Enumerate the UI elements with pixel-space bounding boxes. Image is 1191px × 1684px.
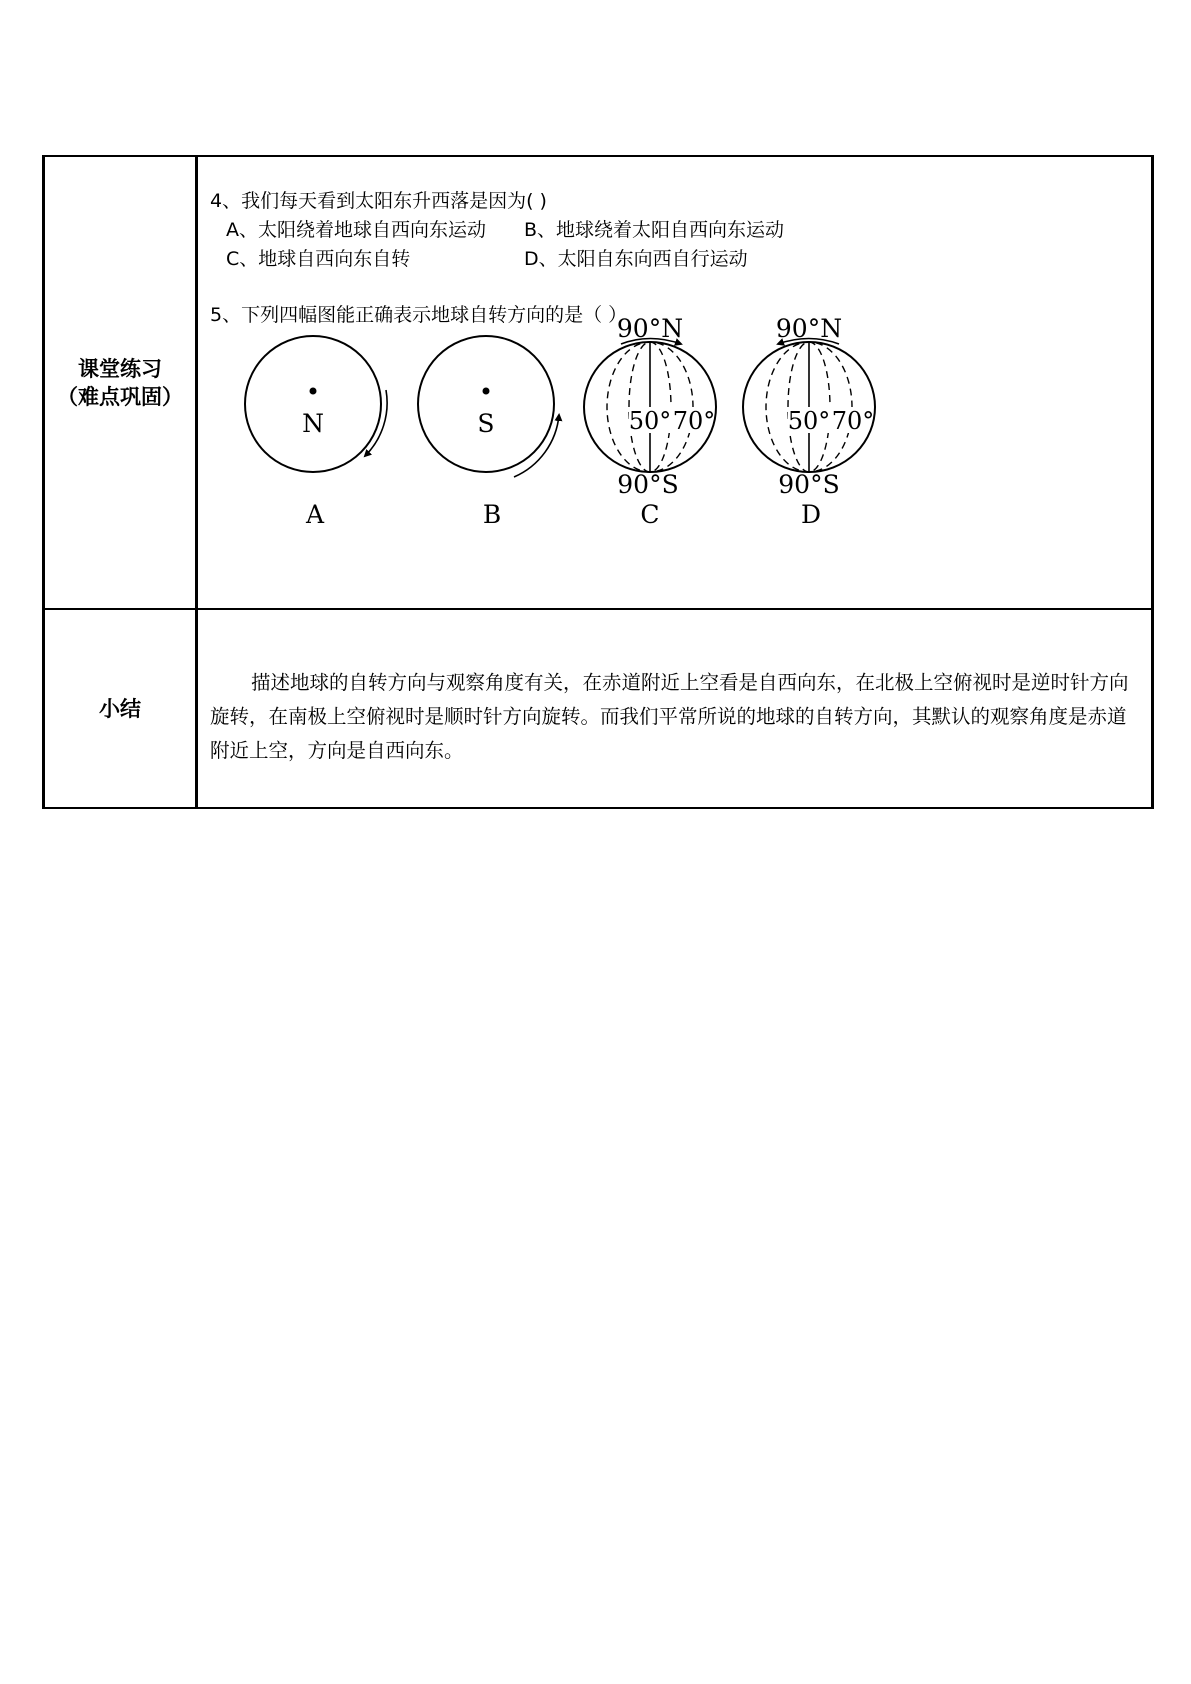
figure-a-pole-dot bbox=[310, 388, 317, 395]
lesson-table bbox=[42, 155, 1154, 809]
practice-label: 课堂练习 bbox=[78, 356, 162, 381]
figure-b-earth-outline bbox=[418, 336, 554, 472]
rotation-figures bbox=[198, 157, 1154, 608]
figure-d-top-label: 90°N bbox=[775, 314, 843, 343]
question-4-option-a: A、太阳绕着地球自西向东运动 bbox=[226, 219, 486, 241]
question-5-stem: 5、下列四幅图能正确表示地球自转方向的是（ ） bbox=[210, 304, 628, 326]
summary-text: 描述地球的自转方向与观察角度有关，在赤道附近上空看是自西向东，在北极上空俯视时是逆时针方向旋转，在南极上空俯视时是顺时针方向旋转。而我们平常所说的地球的自转方向，其默认的观察角度是赤道附近上空，方向是自西向东。 bbox=[210, 671, 1129, 762]
figure-d-lat-70: 70° bbox=[831, 407, 875, 435]
figure-c-lat-70: 70° bbox=[672, 407, 716, 435]
figure-d-lat-50: 50° bbox=[787, 407, 831, 435]
figure-a-caption: A bbox=[305, 500, 325, 529]
figure-d-caption: D bbox=[800, 500, 822, 529]
figure-a-rotation-arrow bbox=[365, 390, 387, 456]
figure-b bbox=[418, 336, 559, 529]
figure-c-top-label: 90°N bbox=[616, 314, 684, 343]
figure-c-bottom-label: 90°S bbox=[617, 470, 679, 499]
figure-c-lat-50: 50° bbox=[628, 407, 672, 435]
summary-label-cell bbox=[45, 610, 198, 807]
figure-d bbox=[743, 314, 875, 529]
summary-content bbox=[198, 610, 1151, 807]
practice-row bbox=[42, 155, 1154, 610]
figure-b-rotation-arrow bbox=[514, 415, 559, 477]
figure-a-pole-label: N bbox=[302, 409, 324, 438]
practice-label-cell bbox=[45, 157, 198, 608]
figure-d-bottom-label: 90°S bbox=[778, 470, 840, 499]
figure-c-caption: C bbox=[640, 500, 660, 529]
question-4-option-c: C、地球自西向东自转 bbox=[226, 248, 411, 270]
figure-a-earth-outline bbox=[245, 336, 381, 472]
question-4-option-b: B、地球绕着太阳自西向东运动 bbox=[524, 219, 785, 241]
summary-label: 小结 bbox=[99, 696, 141, 721]
figure-b-caption: B bbox=[482, 500, 502, 529]
practice-sublabel: （难点巩固） bbox=[57, 384, 183, 409]
question-4-stem: 4、我们每天看到太阳东升西落是因为( ) bbox=[210, 190, 547, 212]
question-4-option-d: D、太阳自东向西自行运动 bbox=[524, 248, 748, 270]
figure-b-pole-label: S bbox=[477, 409, 495, 438]
figure-b-pole-dot bbox=[483, 388, 490, 395]
practice-content bbox=[198, 157, 1151, 608]
summary-row bbox=[42, 610, 1154, 809]
figure-a bbox=[245, 336, 387, 529]
figure-c bbox=[584, 314, 716, 529]
